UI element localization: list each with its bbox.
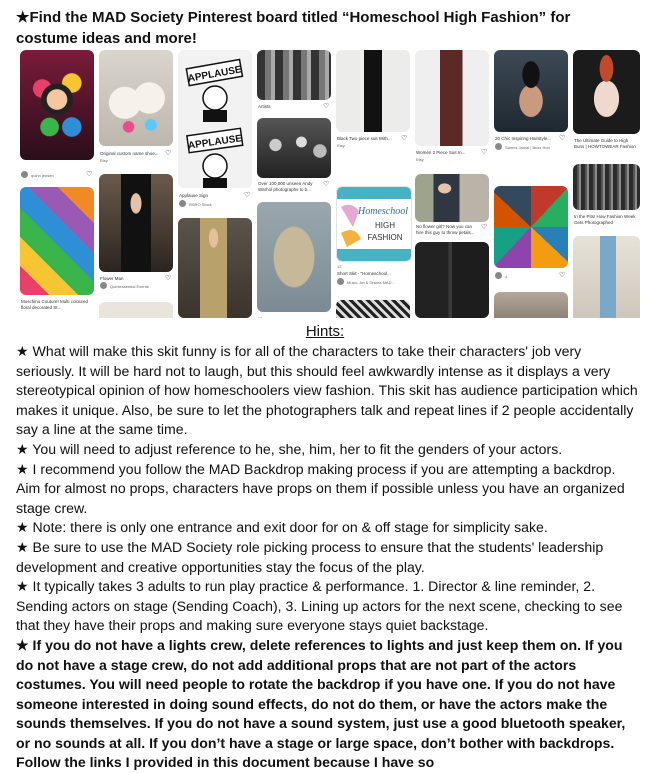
pin-count: 4 [505, 274, 508, 279]
avatar [100, 282, 107, 289]
pin-image[interactable] [494, 292, 568, 318]
pin-homeschool-high-fashion-poster[interactable] [336, 186, 412, 262]
pinterest-board-screenshot[interactable] [20, 50, 640, 318]
hint-paragraph: ★ It typically takes 3 adults to run play practice & performance. 1. Director & line reminder, 2. Sending actors on stage (Sending Coach), 3. Lining up actors for the next scene, checking to see that they have their props and making sure everyone stays quiet backstage. [16, 578, 623, 634]
pin-caption: … [258, 314, 263, 318]
pin-caption: Over 100,000 unseen Andy Warhol photographs to b... [258, 181, 313, 192]
hint-paragraph-bold: ★ If you do not have a lights crew, delete references to lights and just keep them on. If you do not have a stage crew, do not add additional props that are not part of the actors costumes. You will need people to rotate the backdrop if you have one. If you do not have someone interested in doing sound effects, do not do them, or have the actors make the sounds themselves. If you do not have a sound system, just use a good bluetooth speaker, or no sounds at all. If you don’t have a stage or large space, don’t bother with backdrops. Follow the links I provided in this document because I have so [16, 636, 626, 771]
pin-fashion-week-photographers-image[interactable] [573, 164, 640, 210]
pin-men-in-coats-image[interactable] [415, 242, 489, 318]
heart-icon[interactable]: ♡ [323, 181, 330, 188]
hint-paragraph: ★ I recommend you follow the MAD Backdrop making process if you are attempting a backdrop. Aim for almost no props, characters have props on them if possible unless you have an organized stage crew. [16, 460, 625, 516]
pin-black-suit-image[interactable] [336, 50, 410, 132]
heart-icon[interactable]: ♡ [559, 272, 566, 279]
pin-patchwork-jacket-image[interactable] [494, 186, 568, 268]
pin-caption: Women 2 Piece Suit In... [416, 150, 466, 155]
avatar [21, 171, 28, 178]
pin-caption: Black Two piece suit With... [337, 136, 392, 141]
avatar [495, 272, 502, 279]
pin-artists-photo-image[interactable] [257, 50, 331, 100]
poster-line-2: HIGH [375, 221, 395, 230]
pin-source: Etsy [337, 143, 345, 148]
hints-heading: Hints: [305, 323, 345, 340]
heart-icon[interactable]: ♡ [559, 135, 566, 142]
applause-text: APPLAUSE [186, 64, 243, 85]
pin-caption: Flower Man [100, 276, 124, 281]
pin-flower-man-image[interactable] [99, 174, 173, 272]
pin-applause-sign-image[interactable] [178, 50, 252, 188]
pin-makeup-model-image[interactable] [573, 50, 640, 134]
pin-caption: 20 Chic Inspiring Hairstyle... [495, 136, 552, 141]
pin-source: Sammi Jamal | Buzz Hon [505, 145, 550, 150]
pin-floral-headdress-image[interactable] [20, 50, 94, 160]
heart-icon[interactable]: ♡ [165, 275, 172, 282]
pin-caption: Short Skit - "Homeschool... [337, 271, 391, 276]
poster-line-3: FASHION [367, 233, 403, 242]
pin-caption: In the Pits! How Fashion Week Gets Photographed [574, 214, 636, 225]
pin-source: Music, Art & Drama MAD... [347, 280, 395, 285]
pin-brown-suit-image[interactable] [415, 50, 489, 146]
intro-text: ★Find the MAD Society Pinterest board titled “Homeschool High Fashion” for costume ideas and more! [16, 9, 571, 47]
applause-text: APPLAUSE [187, 133, 243, 152]
hint-paragraph: ★ What will make this skit funny is for all of the characters to take their characters' job very seriously. It will be hard not to laugh, but this should feel awkwardly intense as it displays a very stereotypical opinion of how homeschoolers view fashion. This skit has audience participation which makes it unique. Also, be sure to let the photographers talk and repeat lines if 2 people accidentally say a line at the same time. [16, 343, 638, 438]
heart-icon[interactable]: ♡ [323, 103, 330, 110]
pin-multicolor-jacket-image[interactable] [20, 187, 94, 295]
hints-list [16, 342, 638, 773]
applause-illustration [178, 50, 252, 188]
pin-source: RSRO Stock [189, 202, 212, 207]
pin-runway-image[interactable] [573, 236, 640, 318]
pin-source: Etsy [416, 157, 424, 162]
avatar [337, 278, 344, 285]
pin-patched-coat-image[interactable] [257, 202, 331, 312]
pin-flower-guy-image[interactable] [415, 174, 489, 222]
poster-line-1: Homeschool [358, 206, 408, 217]
pin-caption: Original custom name shoe... [100, 151, 159, 156]
heart-icon[interactable]: ♡ [481, 224, 488, 231]
pin-high-bun-hairstyle-image[interactable] [494, 50, 568, 132]
pin-gold-suit-image[interactable] [178, 218, 252, 318]
pin-caption: Moschino Couture! Multi coloured floral decorated St... [21, 299, 89, 310]
pin-image[interactable] [336, 300, 410, 318]
hint-paragraph: ★ Be sure to use the MAD Society role picking process to ensure that the students' leadership development and creative opportunities stay the focus of the play. [16, 538, 604, 575]
pin-caption: Artists [258, 104, 271, 109]
pin-image[interactable] [99, 302, 173, 318]
pin-source: Quintessential Events [110, 284, 149, 289]
heart-icon[interactable]: ♡ [165, 150, 172, 157]
avatar [495, 143, 502, 150]
pin-source: Etsy [100, 158, 108, 163]
avatar [179, 200, 186, 207]
pin-user: quinn jensen [31, 173, 54, 178]
pin-caption: Applause Sign [179, 193, 209, 198]
hint-paragraph: ★ Note: there is only one entrance and exit door for on & off stage for simplicity sake. [16, 519, 548, 536]
pin-caption: No flower girl? Now you can hire this guy to throw petals... [416, 224, 475, 235]
pin-custom-shoes-image[interactable] [99, 50, 173, 146]
heart-icon[interactable]: ♡ [244, 192, 251, 199]
heart-icon[interactable]: ♡ [481, 149, 488, 156]
hint-paragraph: ★ You will need to adjust reference to he, she, him, her to fit the genders of your actors. [16, 440, 563, 457]
heart-icon[interactable]: ♡ [401, 135, 408, 142]
heart-icon[interactable]: ♡ [86, 171, 93, 178]
poster-graphic [337, 187, 411, 261]
pin-warhol-photo-image[interactable] [257, 118, 331, 178]
pin-count: 12 [337, 264, 342, 269]
pin-caption: The Ultimate Guide to High Buns | HOWTOWEAR Fashion [574, 138, 636, 149]
